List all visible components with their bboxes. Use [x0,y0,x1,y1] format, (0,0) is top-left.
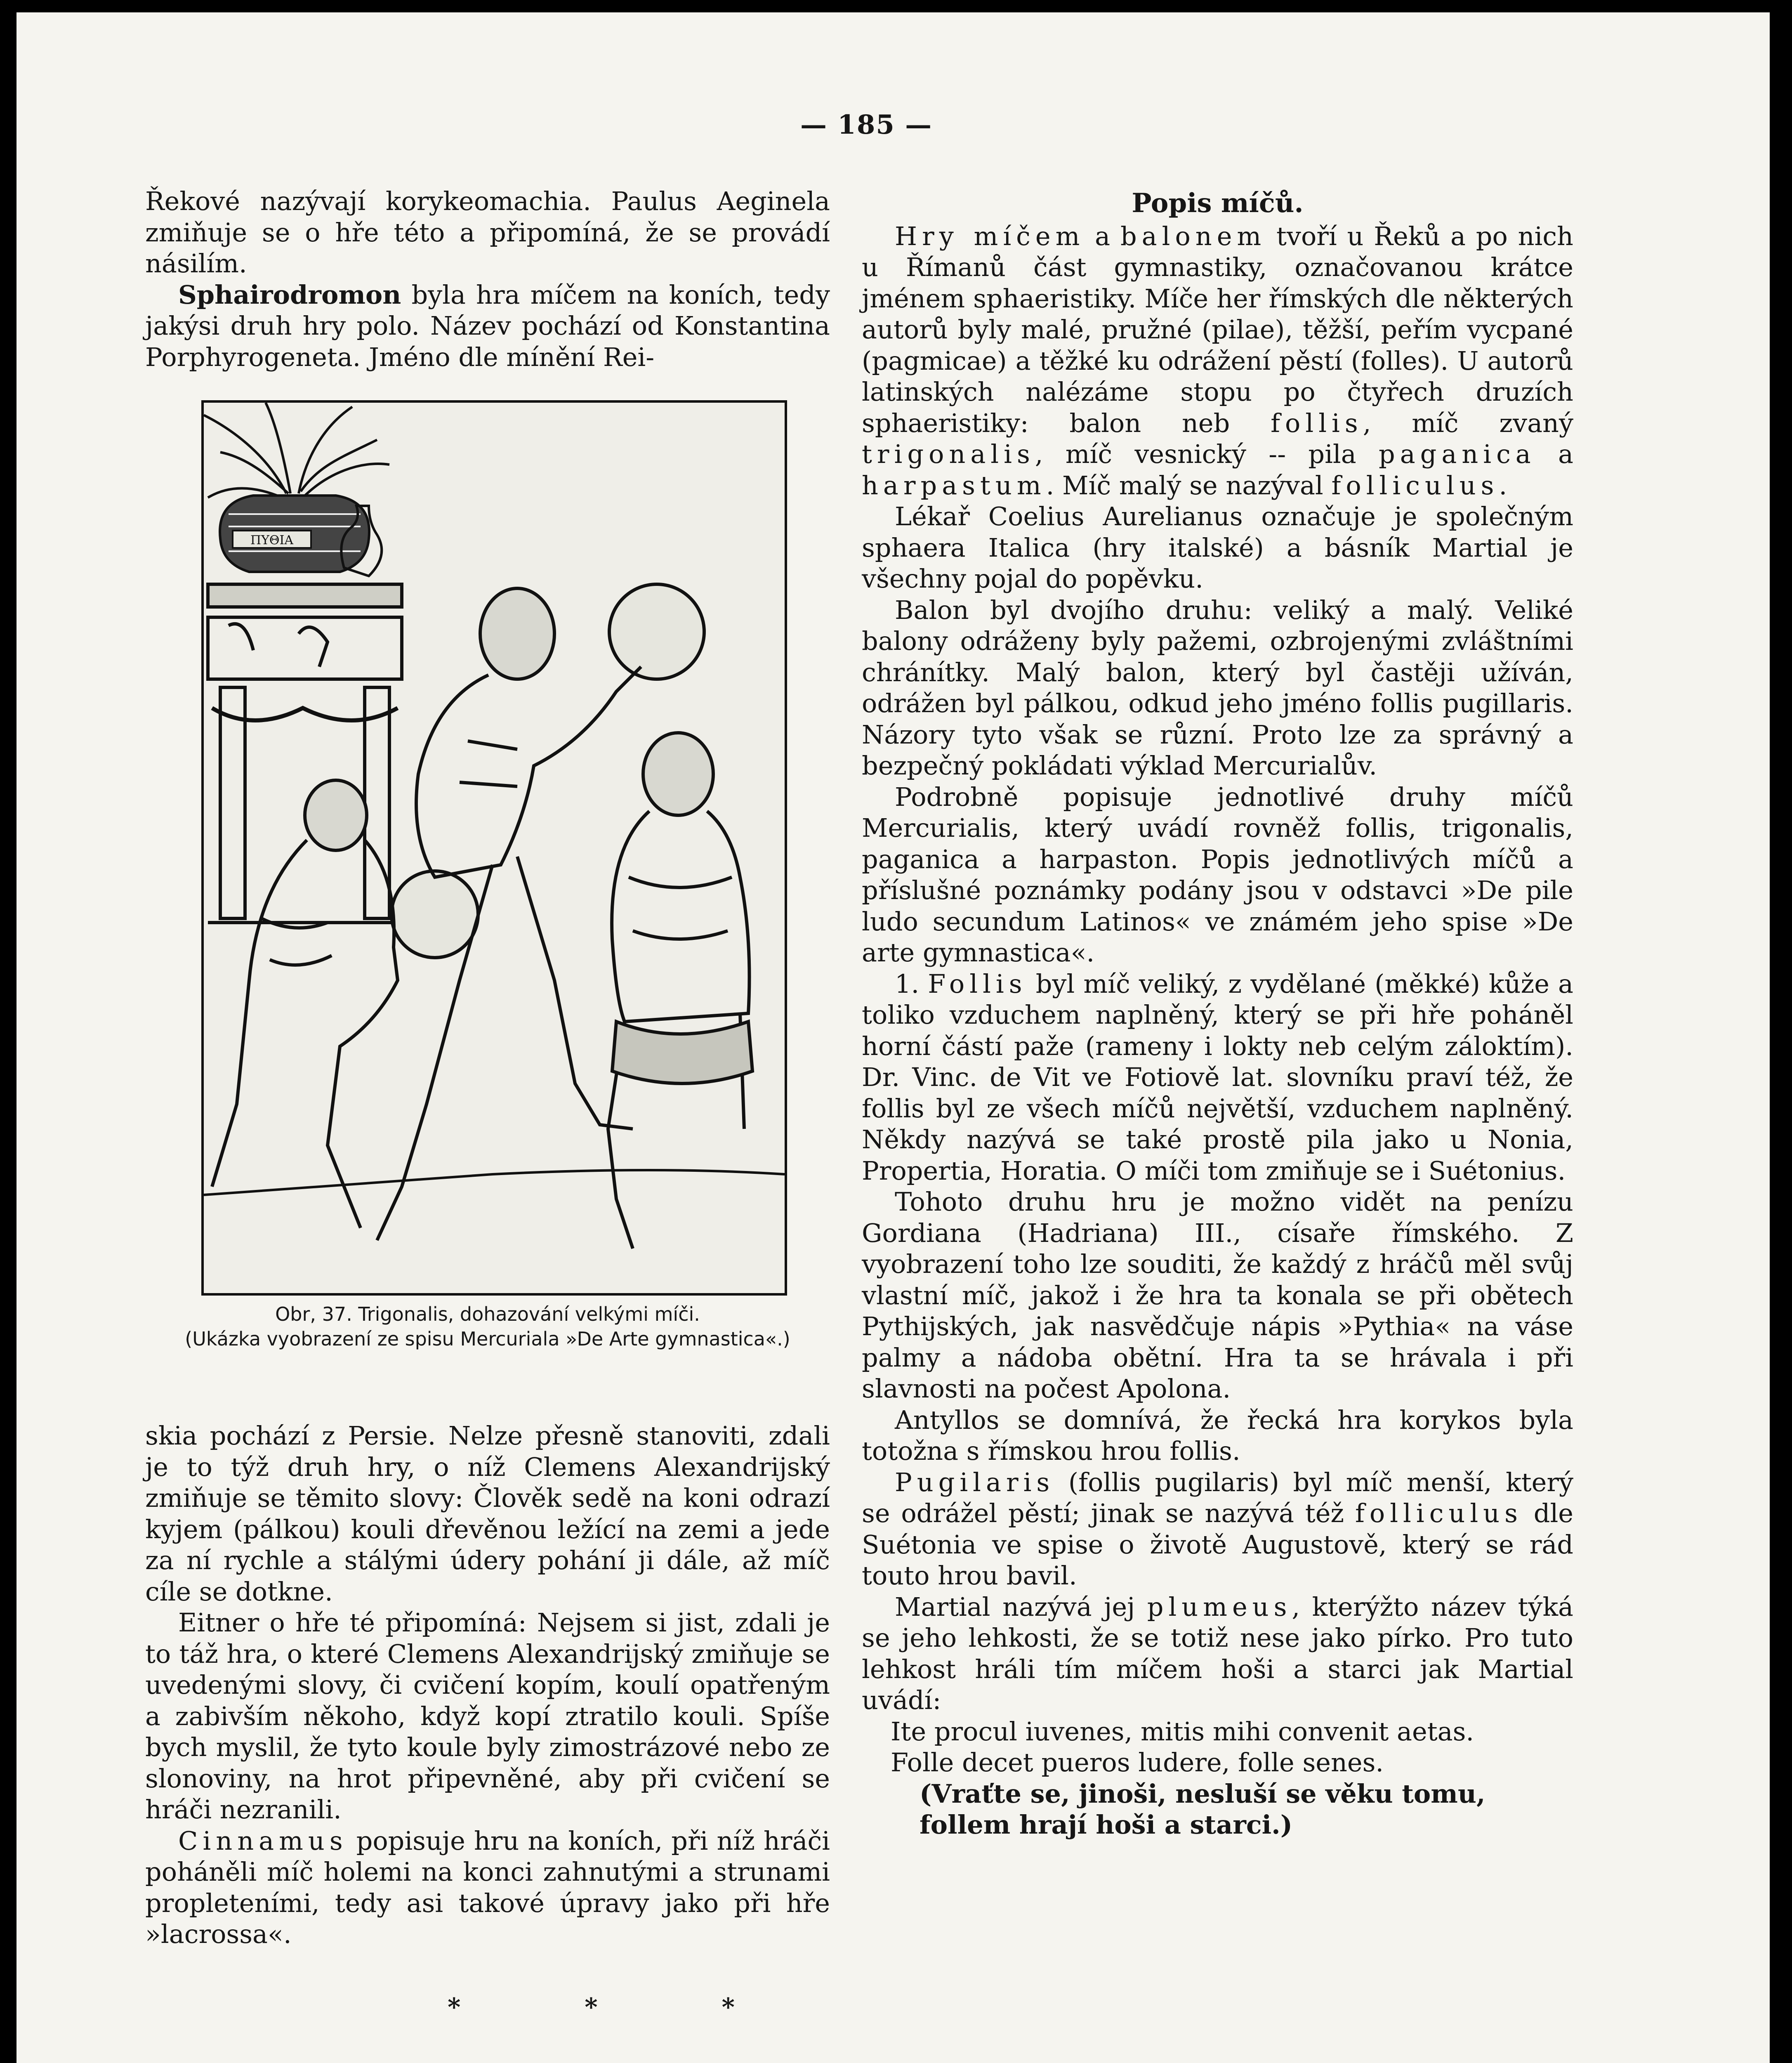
term-hry-micem: Hry míčem [895,221,1085,251]
term-balonem: balonem [1120,221,1266,251]
term-paganica: paganica [1379,439,1536,469]
paragraph-coelius: Lékař Coelius Aurelianus označuje je společným sphaera Italica (hry italské) a básník Martial je všechny pojal do popěvku. [862,501,1573,594]
text-mic-maly: . Míč malý se nazýval [1046,470,1332,500]
verse-translation-1: (Vraťte se, jinoši, nesluší se věku tomu, [920,1778,1485,1809]
text-sphaeristiky: tvoří u Řeků a po nich u Římanů část gymnastiky, označovanou krátce jménem sphaeristiky. Míče her římských dle některých autorů byly malé, pružné (pilae), těžší, peřím vycpané (pagmicae) a těžké ku odrážení pěstí (folles). U autorů latinských nalézáme stopu po čtyřech druzích sphaeristiky: balon neb [862,221,1573,438]
term-folliculus: folliculus [1331,470,1499,500]
term-follis: follis [1271,408,1363,438]
paragraph-balon: Balon byl dvojího druhu: veliký a malý. Veliké balony odráženy byly pažemi, ozbrojenými zvláštními chránítky. Malý balon, který byl častěji užíván, odrážen byl pálkou, odkud jeho jméno follis pugillaris. Názory tyto však se různí. Proto lze za správný a bezpečný pokládati výklad Mercurialův. [862,595,1573,781]
paragraph-cinnamus [145,1825,830,1950]
term-pugilaris: Pugilaris [895,1467,1055,1497]
text-martial: Martial nazývá jej [895,1591,1147,1622]
paragraph-cinnamus-text: popisuje hru na koních, při níž hráči poháněli míč holemi na konci zahnutými a strunami propleteními, tedy asi takové úpravy jako při hře »lacrossa«. [145,1825,830,1949]
paragraph-follis-text: byl míč veliký, z vydělané (měkké) kůže a toliko vzduchem naplněný, který se při hře poháněl horní částí paže (rameny i lokty neb celým záloktím). Dr. Vinc. de Vit ve Fotiově lat. slovníku praví též, že follis byl ze všech míčů největší, vzduchem naplněný. Někdy nazývá se také prostě pila jako u Nonia, Propertia, Horatia. O míči tom zmiňuje se i Suétonius. [862,968,1573,1186]
caption-title: Obr, 37. Trigonalis, dohazování velkými míči. [275,1303,700,1325]
page-number: — 185 — [800,109,933,140]
left-column-bottom [145,1420,830,1950]
figure-trigonalis-woodcut [201,400,787,1296]
paragraph-korykeomachia: Řekové nazývají korykeomachia. Paulus Aeginela zmiňuje se o hře této a připomíná, že se provádí násilím. [145,186,830,279]
text-a-2: a [1535,439,1573,469]
left-column-top [145,186,830,373]
list-number: 1. [895,968,928,999]
text-mic-zvany: , míč zvaný [1363,408,1573,438]
ground-line [204,1170,785,1195]
paragraph-persie: skia pochází z Persie. Nelze přesně stanoviti, zdali je to týž druh hry, o níž Clemens Alexandrijský zmiňuje se těmito slovy: Člověk sedě na koni odrazí kyjem (pálkou) kouli dřevěnou ležící na zemi a jede za ní rychle a stálými údery pohání ji dále, až míč cíle se dotkne. [145,1421,830,1607]
verse-translation-2: follem hrají hoši a starci.) [920,1810,1293,1840]
term-plumeus: plumeus [1147,1591,1292,1622]
paragraph-follis [862,968,1573,1187]
paragraph-gordiana: Tohoto druhu hru je možno vidět na penízu Gordiana (Hadriana) III., císaře římského. Z vyobrazení toho lze souditi, že každý z hráčů měl svůj vlastní míč, jakož i že hra ta konala se při obětech Pythijských, jak nasvědčuje nápis »Pythia« na váse palmy a nádoba obětní. Hra ta se hrávala i při slavnosti na počest Apolona. [862,1187,1573,1404]
paragraph-antyllos: Antyllos se domnívá, že řecká hra korykos byla totožna s římskou hrou follis. [862,1404,1573,1466]
paragraph-hry-micem [862,221,1573,501]
term-sphairodromon: Sphairodromon [178,279,401,310]
paragraph-eitner: Eitner o hře té připomíná: Nejsem si jist, zdali je to táž hra, o které Clemens Alexandrijský zmiňuje se uvedenými slovy, či cvičení kopím, koulí opatřeným a zabivším někoho, když kopí ztratilo kouli. Spíše bych myslil, že tyto koule byly zimostrázové nebo ze slonoviny, na hrot připevněné, aby při cvičení se hráči nezranili. [145,1607,830,1825]
text-pugilaris: (follis pugilaris) byl míč menší, který se odrážel pěstí; jinak se nazývá též [862,1467,1573,1528]
term-cinnamus: Cinnamus [178,1825,348,1856]
term-follis-2: Follis [928,968,1027,999]
woodcut-illustration [204,403,785,1293]
section-heading: Popis míčů. [1132,188,1304,219]
text-a: a [1085,221,1120,251]
altar-table [208,584,402,923]
paragraph-sphairodromon-text: byla hra míčem na koních, tedy jakýsi druh hry polo. Název pochází od Konstantina Porphyrogeneta. Jméno dle mínění Rei- [145,279,830,372]
text-suetonia: dle Suétonia ve spise o životě Augustově, který se rád touto hrou bavil. [862,1498,1573,1591]
verse-line-1: Ite procul iuvenes, mitis mihi convenit aetas. [891,1716,1474,1747]
caption-source: (Ukázka vyobrazení ze spisu Mercuriala »De Arte gymnastica«.) [185,1328,790,1350]
vase-inscription: ΠΥΘΙΑ [250,533,294,548]
term-trigonalis: trigonalis [862,439,1035,469]
large-ball-raised [609,584,704,679]
text-mic-vesnicky: , míč vesnický -- pila [1035,439,1379,469]
section-divider-stars: * * * [448,1993,792,2022]
text-period: . [1499,470,1507,500]
paragraph-mercurialis: Podrobně popisuje jednotlivé druhy míčů Mercurialis, který uvádí rovněž follis, trigonalis, paganica a harpaston. Popis jednotlivých míčů a příslušné poznámky podány jsou v odstavci »De pile ludo secundum Latinos« ve známém jeho spise »De arte gymnastica«. [862,781,1573,968]
verse-line-2: Folle decet pueros ludere, folle senes. [891,1747,1384,1777]
figure-caption [145,1302,830,1351]
right-column [862,188,1573,1841]
left-crouching-athlete [212,780,398,1228]
term-harpastum: harpastum [862,470,1046,500]
palm-plant [204,403,389,498]
book-page [17,12,1770,2063]
term-folliculus-2: folliculus [1355,1498,1523,1528]
paragraph-martial [862,1591,1573,1716]
paragraph-pugilaris [862,1467,1573,1591]
text-plumeus: , kterýžto název týká se jeho lehkosti, že se totiž nese jako pírko. Pro tuto lehkost hráli tím míčem hoši a starci jak Martial uvádí: [862,1591,1573,1715]
paragraph-sphairodromon [145,279,830,373]
large-ball-held [391,871,478,958]
